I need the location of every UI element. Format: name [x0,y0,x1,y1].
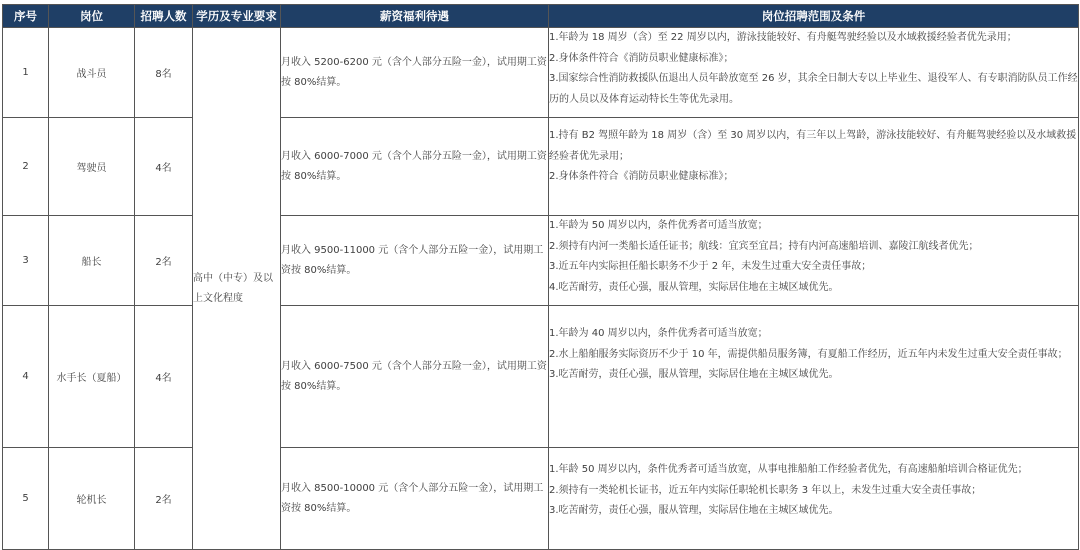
condition-item: 4.吃苦耐劳，责任心强，服从管理，实际居住地在主城区域优先。 [549,281,839,293]
condition-item: 1.年龄为 50 周岁以内，条件优秀者可适当放宽； [549,220,768,231]
condition-item: 3.国家综合性消防救援队伍退出人员年龄放宽至 26 岁，其余全日制大专以上毕业生、退役军人、有专职消防队员工作经历的人员以及体育运动特长生等优先录用。 [549,73,1078,105]
cell-count: 2名 [135,448,193,550]
cell-salary: 月收入 5200-6200 元（含个人部分五险一金），试用期工资按 80%结算。 [281,28,549,118]
cell-conditions [549,306,1079,448]
cell-education: 高中（中专）及以上文化程度 [193,28,281,550]
cell-conditions [549,28,1079,118]
condition-item: 2.须持有内河一类船长适任证书；航线：宜宾至宜昌；持有内河高速船培训、嘉陵江航线者优先； [549,240,979,252]
recruitment-table [2,4,1079,550]
table-row [3,216,1079,306]
condition-item: 2.水上船舶服务实际资历不少于 10 年，需提供船员服务簿，有夏船工作经历，近五年内未发生过重大安全责任事故； [549,348,1068,360]
cell-position: 战斗员 [49,28,135,118]
condition-item: 2.身体条件符合《消防员职业健康标准》； [549,52,734,64]
table-row [3,118,1079,216]
header-row [3,5,1079,28]
cell-position: 船长 [49,216,135,306]
cell-count: 4名 [135,306,193,448]
condition-item: 3.吃苦耐劳，责任心强，服从管理，实际居住地在主城区域优先。 [549,369,839,381]
header-education: 学历及专业要求 [193,5,281,28]
cell-position: 驾驶员 [49,118,135,216]
cell-salary: 月收入 9500-11000 元（含个人部分五险一金），试用期工资按 80%结算。 [281,216,549,306]
table-row [3,28,1079,118]
header-position: 岗位 [49,5,135,28]
cell-seq: 2 [3,118,49,216]
cell-seq: 4 [3,306,49,448]
cell-salary: 月收入 8500-10000 元（含个人部分五险一金），试用期工资按 80%结算。 [281,448,549,550]
condition-item: 1.年龄 50 周岁以内，条件优秀者可适当放宽，从事电推船舶工作经验者优先，有高速船舶培训合格证优先； [549,464,1028,475]
header-salary: 薪资福利待遇 [281,5,549,28]
cell-salary: 月收入 6000-7500 元（含个人部分五险一金），试用期工资按 80%结算。 [281,306,549,448]
condition-item: 2.须持有一类轮机长证书，近五年内实际任职轮机长职务 3 年以上，未发生过重大安全责任事故； [549,484,982,496]
condition-item: 1.年龄为 18 周岁（含）至 22 周岁以内，游泳技能较好、有舟艇驾驶经验以及水域救援经验者优先录用； [549,32,1017,43]
cell-seq: 3 [3,216,49,306]
condition-item: 1.年龄为 40 周岁以内，条件优秀者可适当放宽； [549,328,768,339]
header-seq: 序号 [3,5,49,28]
header-count: 招聘人数 [135,5,193,28]
condition-item: 3.近五年内实际担任船长职务不少于 2 年，未发生过重大安全责任事故； [549,261,872,273]
cell-salary: 月收入 6000-7000 元（含个人部分五险一金），试用期工资按 80%结算。 [281,118,549,216]
condition-item: 1.持有 B2 驾照年龄为 18 周岁（含）至 30 周岁以内，有三年以上驾龄，游泳技能较好、有舟艇驾驶经验以及水域救援经验者优先录用； [549,130,1077,162]
table-row [3,448,1079,550]
cell-seq: 5 [3,448,49,550]
condition-item: 2.身体条件符合《消防员职业健康标准》； [549,171,734,183]
cell-count: 8名 [135,28,193,118]
cell-conditions [549,118,1079,216]
cell-seq: 1 [3,28,49,118]
cell-position: 水手长（夏船） [49,306,135,448]
cell-count: 2名 [135,216,193,306]
table-row [3,306,1079,448]
condition-item: 3.吃苦耐劳，责任心强，服从管理，实际居住地在主城区域优先。 [549,505,839,517]
cell-position: 轮机长 [49,448,135,550]
header-conditions: 岗位招聘范围及条件 [549,5,1079,28]
cell-count: 4名 [135,118,193,216]
cell-conditions [549,216,1079,306]
cell-conditions [549,448,1079,550]
